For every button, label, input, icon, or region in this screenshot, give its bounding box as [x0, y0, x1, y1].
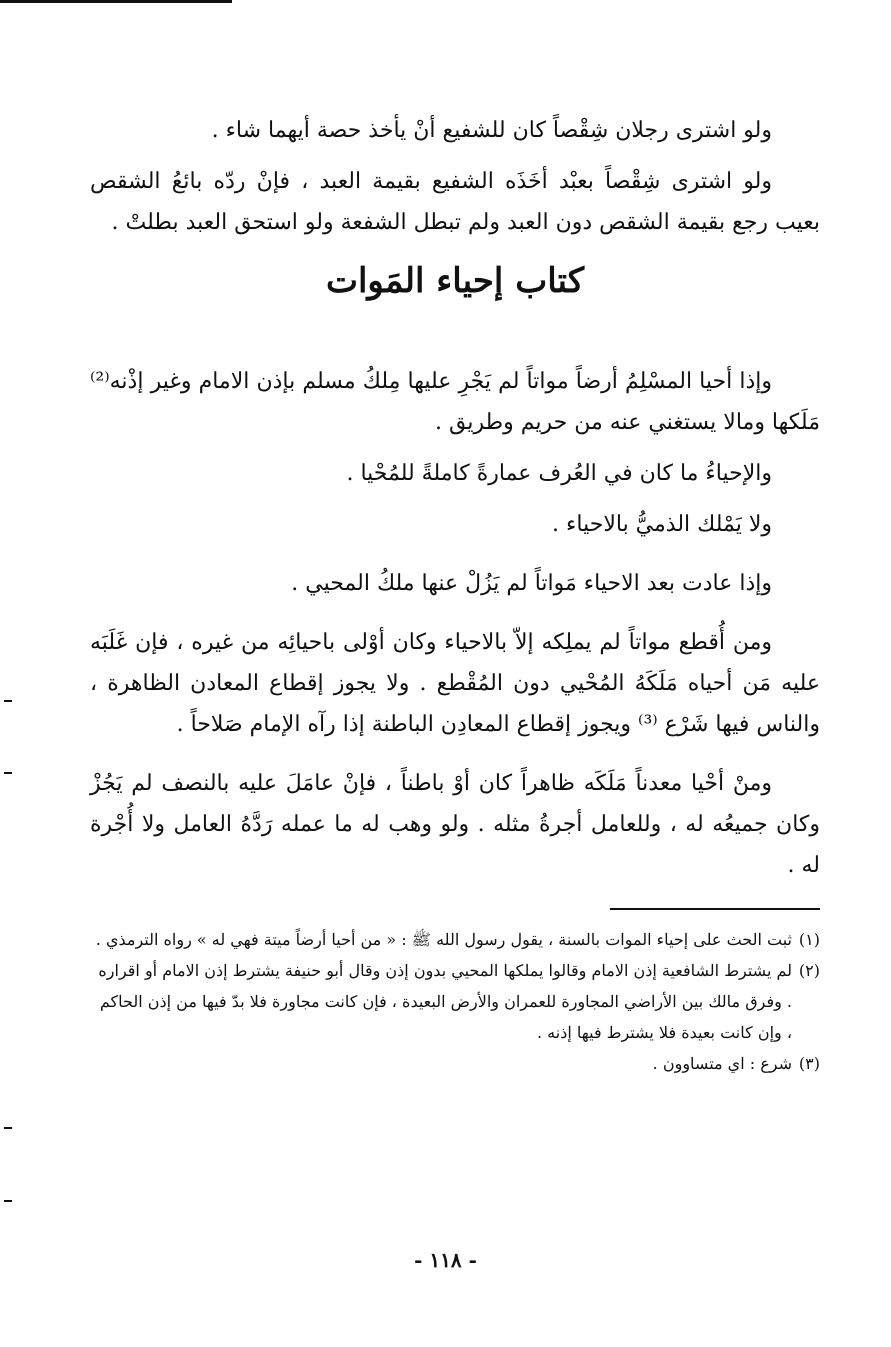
footnote-separator	[610, 908, 820, 910]
margin-mark	[4, 700, 12, 702]
footnote-text: ثبت الحث على إحياء الموات بالسنة ، يقول رسول الله ﷺ : « من أحيا أرضاً ميتة فهي له » رواه الترمذي .	[95, 930, 792, 949]
paragraph-purchase-with-slave: ولو اشترى شِقْصاً بعبْد أخَذَه الشفيع بقيمة العبد ، فإنْ ردّه بائعُ الشقص بعيب رجع بقيمة الشقص دون العبد ولم تبطل الشفعة ولو استحق العبد بطلتْ .	[90, 169, 820, 235]
paragraph-partners-purchase: ولو اشترى رجلان شِقْصاً كان للشفيع أنْ يأخذ حصة أيهما شاء .	[211, 118, 772, 143]
footnote-text: لم يشترط الشافعية إذن الامام وقالوا يملكها المحيي بدون إذن وقال أبو حنيفة يشترط إذن الامام أو اقراره . وفرق مالك بين الأراضي المجاورة للعمران والأرض البعيدة ، فإن كانت مجاورة فلا بدّ فيها من إذن الحاكم ، وإن كانت بعيدة فلا يشترط فيها إذنه .	[98, 961, 792, 1042]
footnote-3	[90, 1048, 820, 1079]
margin-mark	[4, 772, 12, 774]
page-body	[90, 110, 820, 1079]
paragraph-definition-revival: والإحياءُ ما كان في العُرف عمارةً كاملةً للمُحْيا .	[346, 461, 772, 486]
footnote-text: شرع : اي متساوون .	[652, 1054, 792, 1073]
margin-mark	[4, 1200, 12, 1202]
footnote-number: (٣)	[798, 1054, 820, 1073]
margin-mark	[4, 1127, 12, 1129]
paragraph-dhimmi: ولا يَمْلك الذميُّ بالاحياء .	[552, 512, 772, 537]
footnote-1	[90, 924, 820, 955]
footnote-number: (١)	[798, 930, 820, 949]
page-number: - ١١٨ -	[414, 1248, 477, 1272]
paragraph-land-grant: ومن أُقطع مواتاً لم يملِكه إلاّ بالاحياء وكان أوْلى باحيائِه من غيره ، فإن غَلَبَه عليه مَن أحياه مَلَكَهُ المُحْيي دون المُقْطع . ولا يجوز إقطاع المعادن الظاهرة ، والناس فيها شَرْع ⁽³⁾ ويجوز إقطاع المعادِن الباطنة إذا رآه الإمام صَلاحاً .	[90, 630, 820, 737]
footnote-2	[90, 955, 820, 1048]
footnote-number: (٢)	[798, 961, 820, 980]
top-edge-rule	[0, 0, 232, 3]
paragraph-reviving-land: وإذا أحيا المسْلِمُ أرضاً مواتاً لم يَجْرِ عليها مِلكُ مسلم بإذن الامام وغير إذْنه⁽²⁾ مَلَكها ومالا يستغني عنه من حريم وطريق .	[90, 369, 820, 435]
chapter-title: كتاب إحياء المَوات	[325, 261, 585, 301]
paragraph-return-to-waste: وإذا عادت بعد الاحياء مَواتاً لم يَزُلْ عنها ملكُ المحيي .	[291, 571, 772, 596]
paragraph-mineral: ومنْ أحْيا معدناً مَلَكَه ظاهراً كان أوْ باطناً ، فإنْ عامَلَ عليه بالنصف لم يَجُزْ وكان جميعُه له ، وللعامل أجرةُ مثله . ولو وهب له ما عمله رَدَّهُ العامل ولا أُجْرة له .	[90, 771, 820, 878]
